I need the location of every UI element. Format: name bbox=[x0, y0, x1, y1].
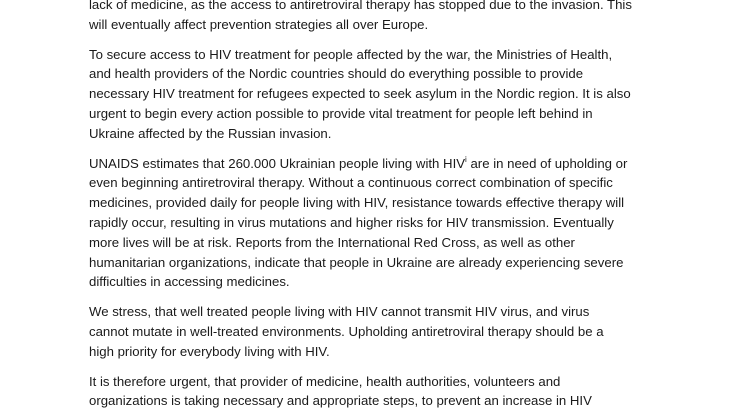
text-fragment: are in need of upholding or bbox=[466, 155, 628, 171]
paragraph-medicine-access bbox=[89, 0, 674, 35]
text-line: We stress, that well treated people living with HIV cannot transmit HIV virus, and virus bbox=[89, 304, 590, 320]
document-body bbox=[89, 0, 674, 419]
text-line: cannot mutate in well-treated environments. Upholding antiretroviral therapy should be a bbox=[89, 323, 604, 339]
text-line: even beginning antiretroviral therapy. Without a continuous correct combination of specific bbox=[89, 175, 613, 191]
text-line: more lives will be at risk. Reports from the International Red Cross, as well as other bbox=[89, 234, 575, 250]
text-line: Ukraine affected by the Russian invasion. bbox=[89, 125, 332, 141]
text-line: will eventually affect prevention strategies all over Europe. bbox=[89, 16, 429, 32]
text-line: necessary HIV treatment for refugees expected to seek asylum in the Nordic region. It is also bbox=[89, 86, 631, 102]
text-line: medicines, provided daily for people living with HIV, resistance towards effective therapy will bbox=[89, 195, 625, 211]
paragraph-unaids-estimates bbox=[89, 154, 674, 293]
text-line: and health providers of the Nordic countries should do everything possible to provide bbox=[89, 66, 584, 82]
paragraph-urgent-steps bbox=[89, 372, 674, 412]
text-fragment: UNAIDS estimates that 260.000 Ukrainian people living with HIV bbox=[89, 155, 466, 171]
text-line: high priority for everybody living with HIV. bbox=[89, 343, 330, 359]
text-line: difficulties in accessing medicines. bbox=[89, 274, 290, 290]
text-line: lack of medicine, as the access to antiretroviral therapy has stopped due to the invasion. This bbox=[89, 0, 632, 12]
text-line-with-footnote bbox=[89, 154, 674, 174]
text-line: To secure access to HIV treatment for people affected by the war, the Ministries of Health, bbox=[89, 46, 613, 62]
text-line: urgent to begin every action possible to provide vital treatment for people left behind in bbox=[89, 105, 593, 121]
paragraph-secure-access bbox=[89, 45, 674, 144]
text-line: humanitarian organizations, indicate that people in Ukraine are already experiencing severe bbox=[89, 254, 624, 270]
footnote-marker[interactable]: i bbox=[465, 154, 467, 164]
text-line: rapidly occur, resulting in virus mutations and higher risks for HIV transmission. Eventually bbox=[89, 214, 614, 230]
text-line: organizations is taking necessary and appropriate steps, to prevent an increase in HIV bbox=[89, 393, 592, 409]
paragraph-well-treated bbox=[89, 302, 674, 361]
text-line: It is therefore urgent, that provider of medicine, health authorities, volunteers and bbox=[89, 373, 561, 389]
